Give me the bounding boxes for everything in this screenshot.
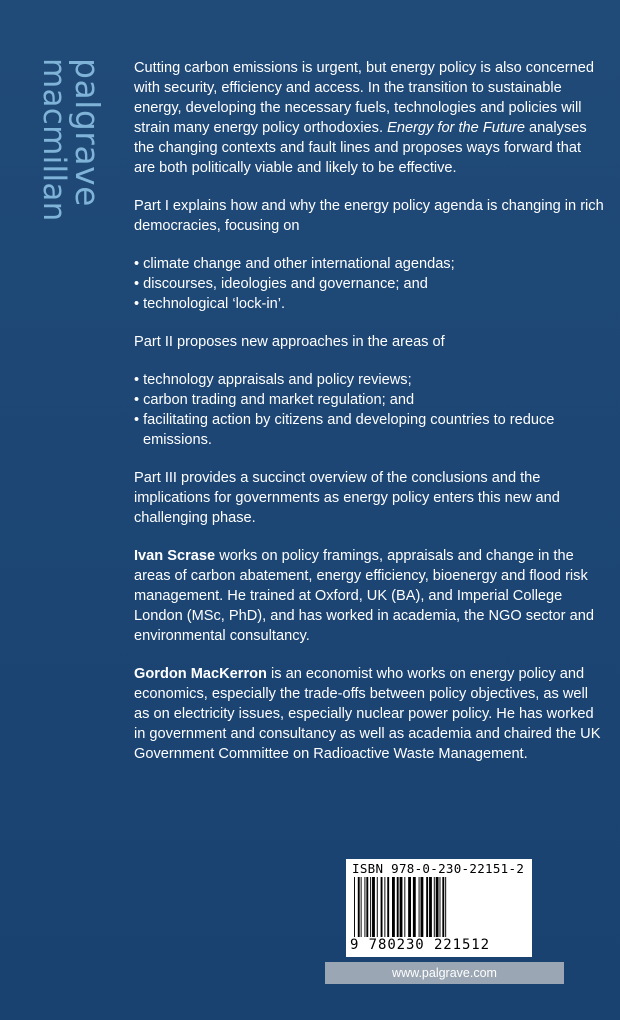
barcode [346,859,532,957]
publisher-website: www.palgrave.com [325,962,564,984]
barcode-bar [429,877,432,937]
part2-list [134,370,606,450]
barcode-bar [400,877,403,937]
barcode-bar [370,877,371,937]
intro-paragraph: Cutting carbon emissions is urgent, but energy policy is also concerned with security, efficiency and access. In the transition to sustainable energy, developing the necessary fuels, technologies and policies will strain many energy policy orthodoxies. Energy for the Future analyses the changing contexts and fault lines and proposes ways forward that are both politically viable and likely to be effective. [134,60,594,176]
part2-paragraph: Part II proposes new approaches in the areas of [134,334,445,350]
barcode-bar [413,877,416,937]
author-bio: Ivan Scrase works on policy framings, appraisals and change in the areas of carbon abatement, energy efficiency, bioenergy and flood risk management. He trained at Oxford, UK (BA), and Imperial College London (MSc, PhD), and has worked in academia, the NGO sector and environmental consultancy. [134,548,594,644]
publisher-logo [36,58,107,222]
barcode-bar [419,877,420,937]
barcode-bar [361,877,362,937]
barcode-bar [404,877,405,937]
barcode-bar [358,877,360,937]
barcode-bar [372,877,375,937]
part1-paragraph: Part I explains how and why the energy policy agenda is changing in rich democracies, focusing on [134,198,604,234]
barcode-bar [387,877,389,937]
barcode-bar [381,877,383,937]
barcode-bar [440,877,441,937]
part3-paragraph: Part III provides a succinct overview of the conclusions and the implications for governments as energy policy enters this new and challenging phase. [134,470,560,526]
list-item: • facilitating action by citizens and developing countries to reduce emissions. [134,410,606,450]
list-item: • climate change and other international agendas; [134,254,606,274]
book-title: Energy for the Future [387,120,525,136]
barcode-bar [436,877,439,937]
barcode-bar [408,877,411,937]
barcode-bar [421,877,424,937]
barcode-bar [442,877,444,937]
list-item: • discourses, ideologies and governance; and [134,274,606,294]
barcode-bar [392,877,395,937]
author-bio: Gordon MacKerron is an economist who works on energy policy and economics, especially the trade-offs between policy objectives, as well as on electricity issues, especially nuclear power policy. He has worked in government and consultancy as well as academia and chaired the UK Government Committee on Radioactive Waste Management. [134,666,601,762]
list-item: • technology appraisals and policy reviews; [134,370,606,390]
publisher-logo-line1: palgrave [68,58,107,207]
barcode-bar [364,877,365,937]
author-name: Gordon MacKerron [134,666,267,682]
barcode-bar [384,877,385,937]
barcode-bar [354,877,355,937]
barcode-bar [434,877,435,937]
barcode-bar [426,877,428,937]
author-name: Ivan Scrase [134,548,216,564]
part1-list [134,254,606,314]
isbn-label: ISBN 978-0-230-22151-2 [352,861,525,876]
barcode-bars [352,877,526,937]
barcode-bar [366,877,368,937]
barcode-bar [397,877,399,937]
blurb-text [134,58,606,782]
barcode-bar [377,877,378,937]
barcode-bar [445,877,446,937]
list-item: • technological ‘lock-in’. [134,294,606,314]
ean-digits: 9 780230 221512 [350,937,490,953]
list-item: • carbon trading and market regulation; and [134,390,606,410]
publisher-logo-line2: macmillan [36,58,72,222]
